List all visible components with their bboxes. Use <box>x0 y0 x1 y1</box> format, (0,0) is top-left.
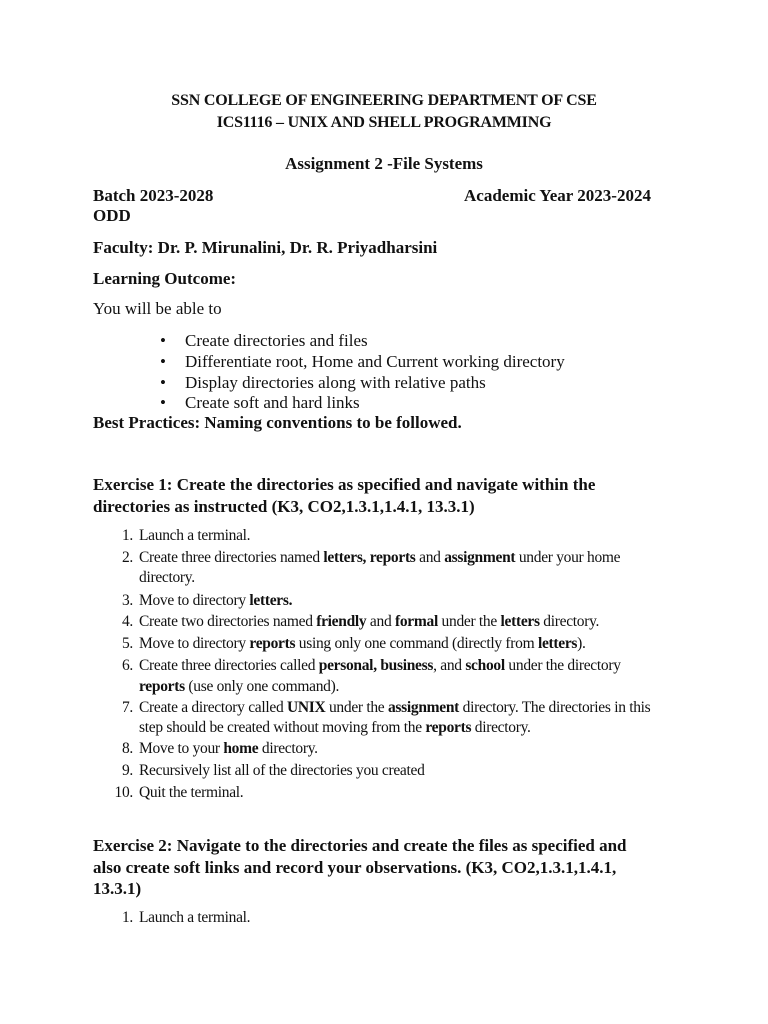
learning-intro: You will be able to <box>93 299 222 318</box>
assignment-title: Assignment 2 -File Systems <box>285 154 483 173</box>
batch-label: Batch 2023-2028 <box>93 186 214 205</box>
best-practices: Best Practices: Naming conventions to be followed. <box>93 413 462 432</box>
exercise-2-title-line-3: 13.3.1) <box>93 879 142 898</box>
bullet-icon: • <box>160 393 166 412</box>
document-page: SSN COLLEGE OF ENGINEERING DEPARTMENT OF CSE ICS1116 – UNIX AND SHELL PROGRAMMING Assignment 2 -File Systems Batch 2023-2028 Academic Year 2023-2024 ODD Faculty: Dr. P. Mirunalini, Dr. R. Priyadharsini Learning Outcome: You will be able to • Create directories and files • Differentiate root, Home and Current working directory • Display directories along with relative paths • Create soft and hard links Best Practices: Naming conventions to be followed. Exercise 1: Create the directories as specified and navigate within the directories as instructed (K3, CO2,1.3.1,1.4.1, 13.3.1) 1. Launch a terminal. 2. Create three directories named letters, reports and assignment under your home directory. 3. Move to directory letters. 4. Create two directories named friendly and formal under the letters directory. 5. Move to directory reports using only one command (directly from letters). 6. Create three directories called personal, business, and school under the directory reports (use only one command). 7. Create a directory called UNIX under the assignment directory. The directories in this step should be created without moving from the reports directory. 8. Move to your home directory. 9. Recursively list all of the directories you created 10. Quit the terminal. Exercise 2: Navigate to the directories and create the files as specified and also create soft links and record your observations. (K3, CO2,1.3.1,1.4.1, 13.3.1) 1. Launch a terminal. <box>0 0 768 1024</box>
faculty-label: Faculty: Dr. P. Mirunalini, Dr. R. Priyadharsini <box>93 238 438 257</box>
learning-outcome-heading: Learning Outcome: <box>93 269 237 288</box>
bullet-icon: • <box>160 331 166 350</box>
exercise-2-title-line-2: also create soft links and record your observations. (K3, CO2,1.3.1,1.4.1, <box>93 858 617 877</box>
odd-label: ODD <box>93 206 131 225</box>
exercise-1-title-line-2: directories as instructed (K3, CO2,1.3.1,1.4.1, 13.3.1) <box>93 497 475 516</box>
bullet-icon: • <box>160 373 166 392</box>
course-heading: ICS1116 – UNIX AND SHELL PROGRAMMING <box>216 114 552 131</box>
exercise-1-title-line-1: Exercise 1: Create the directories as specified and navigate within the <box>93 475 596 494</box>
college-department-heading: SSN COLLEGE OF ENGINEERING DEPARTMENT OF CSE <box>171 92 597 109</box>
bullet-icon: • <box>160 352 166 371</box>
academic-year-label: Academic Year 2023-2024 <box>464 186 651 205</box>
exercise-2-title-line-1: Exercise 2: Navigate to the directories and create the files as specified and <box>93 836 627 855</box>
